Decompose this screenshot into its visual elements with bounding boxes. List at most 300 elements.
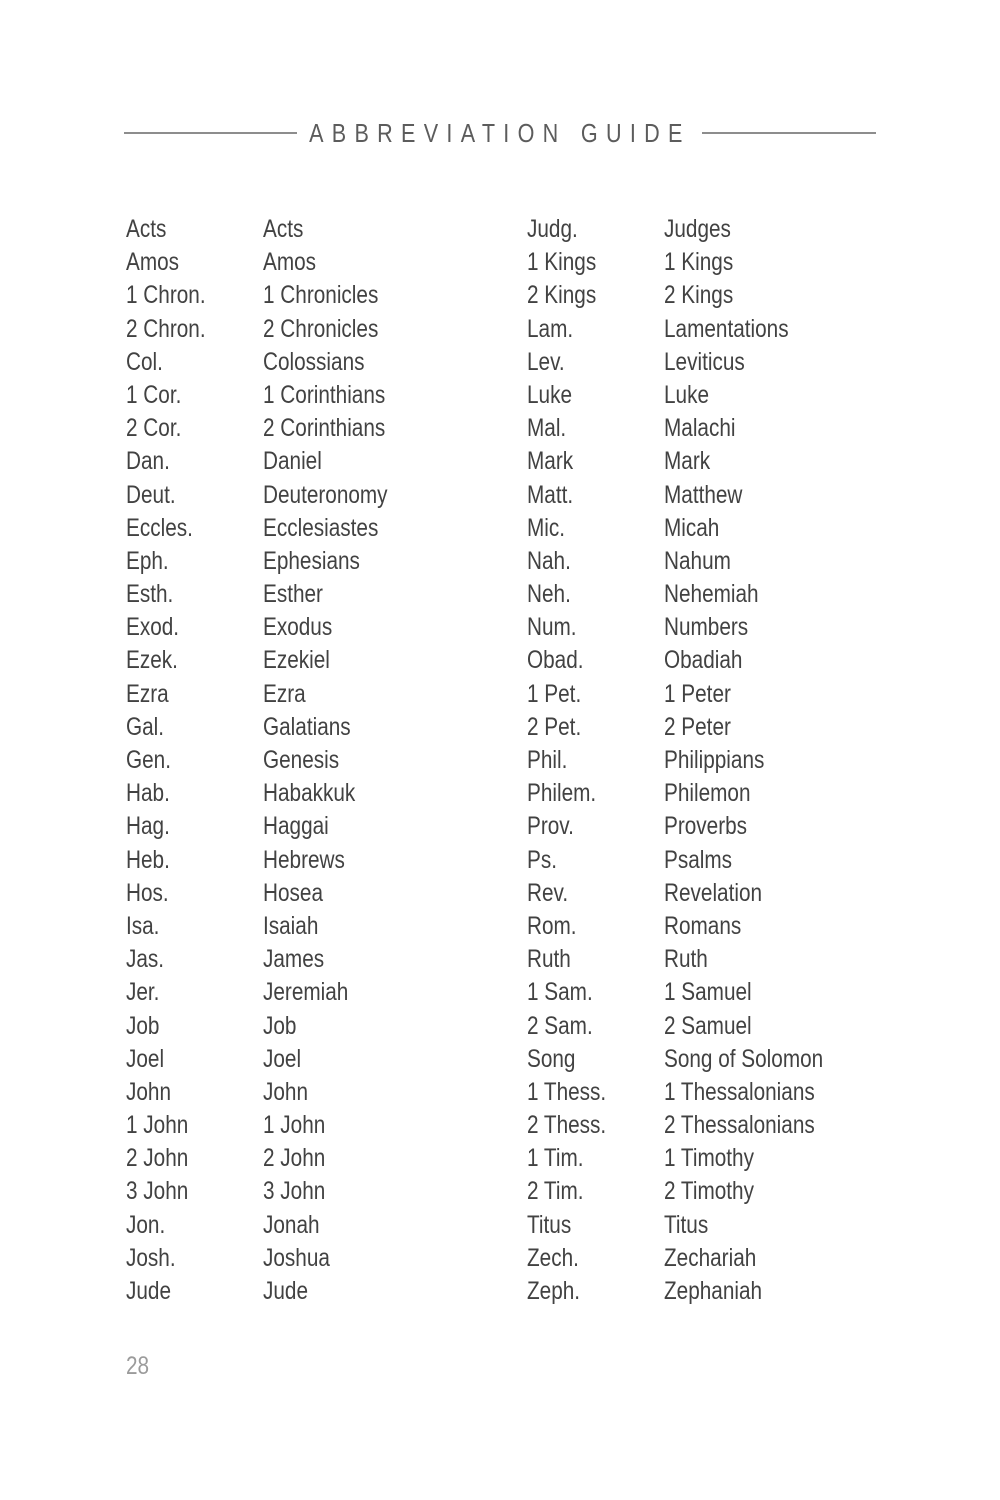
full-name-cell [263,777,526,810]
full-name-cell [664,412,927,445]
abbreviation-text: 1 Chron. [126,281,206,310]
full-name-text: Mark [664,447,711,476]
table-row [126,644,526,677]
abbreviation-text: Eph. [126,546,169,575]
abbreviation-text: 2 Chron. [126,314,206,343]
abbreviation-cell [527,844,664,877]
table-row [126,578,526,611]
table-row [527,346,927,379]
full-name-text: Habakkuk [263,779,356,808]
abbreviation-cell [126,644,263,677]
table-row [527,1275,927,1308]
abbreviation-cell [126,1242,263,1275]
abbreviation-cell [126,678,263,711]
full-name-text: 1 Chronicles [263,281,379,310]
full-name-text: Titus [664,1210,709,1239]
abbreviation-cell [527,578,664,611]
full-name-text: Ruth [664,945,708,974]
abbreviation-text: Gal. [126,712,165,741]
table-row [126,512,526,545]
abbreviation-cell [527,479,664,512]
table-row [527,611,927,644]
full-name-cell [664,1209,927,1242]
abbreviation-text: Mic. [527,513,566,542]
abbreviation-text: Nah. [527,546,571,575]
full-name-text: Luke [664,380,710,409]
abbreviation-cell [527,1010,664,1043]
abbreviation-cell [126,744,263,777]
full-name-cell [263,1142,526,1175]
full-name-cell [263,810,526,843]
abbreviation-text: Neh. [527,580,571,609]
abbreviation-cell [527,412,664,445]
abbreviation-cell [527,1076,664,1109]
abbreviation-cell [126,279,263,312]
abbreviation-cell [126,1175,263,1208]
title-box [308,117,691,149]
abbreviation-cell [527,910,664,943]
full-name-text: Amos [263,248,317,277]
full-name-cell [263,379,526,412]
full-name-cell [664,910,927,943]
abbreviation-cell [527,777,664,810]
table-row [527,379,927,412]
full-name-cell [664,943,927,976]
full-name-text: Malachi [664,414,736,443]
table-row [126,1043,526,1076]
full-name-cell [664,1142,927,1175]
abbreviation-text: John [126,1077,172,1106]
abbreviation-cell [126,711,263,744]
abbreviation-text: Judg. [527,215,578,243]
table-row [126,412,526,445]
abbreviation-text: Zech. [527,1243,579,1272]
full-name-cell [263,545,526,578]
table-row [527,976,927,1009]
full-name-cell [263,1010,526,1043]
abbreviation-cell [527,810,664,843]
abbreviation-text: Philem. [527,779,597,808]
abbreviation-text: Matt. [527,480,574,509]
full-name-cell [263,844,526,877]
abbreviation-text: Exod. [126,613,180,642]
abbreviation-text: Hos. [126,878,169,907]
abbreviation-text: Mark [527,447,574,476]
full-name-cell [664,976,927,1009]
full-name-cell [664,545,927,578]
full-name-cell [664,1043,927,1076]
abbreviation-cell [126,545,263,578]
table-row [527,1010,927,1043]
abbreviation-cell [126,910,263,943]
abbreviation-text: Amos [126,248,180,277]
abbreviation-cell [126,1076,263,1109]
full-name-cell [664,877,927,910]
table-row [126,943,526,976]
abbreviation-cell [126,346,263,379]
full-name-text: Nehemiah [664,580,759,609]
abbreviation-cell [527,545,664,578]
abbreviation-text: 2 Sam. [527,1011,593,1040]
abbreviation-cell [527,1242,664,1275]
abbreviation-cell [527,711,664,744]
abbreviation-cell [527,744,664,777]
abbreviation-text: 1 Tim. [527,1144,584,1173]
abbreviation-cell [126,445,263,478]
table-row [527,412,927,445]
full-name-cell [664,313,927,346]
abbreviation-cell [126,1142,263,1175]
abbreviation-cell [126,1109,263,1142]
full-name-text: Joshua [263,1243,330,1272]
full-name-text: Numbers [664,613,749,642]
table-row [126,279,526,312]
table-row [527,1043,927,1076]
abbreviation-text: Lev. [527,347,565,376]
abbreviation-table-left [126,213,526,1308]
full-name-cell [664,213,927,246]
full-name-text: John [263,1077,309,1106]
full-name-text: Zephaniah [664,1277,763,1305]
full-name-cell [263,711,526,744]
abbreviation-text: 2 Cor. [126,414,182,443]
table-row [527,1175,927,1208]
abbreviation-cell [126,578,263,611]
abbreviation-text: Lam. [527,314,574,343]
full-name-text: Ezra [263,679,306,708]
table-row [527,744,927,777]
table-row [527,313,927,346]
full-name-text: Jude [263,1277,309,1305]
abbreviation-cell [527,644,664,677]
full-name-cell [263,346,526,379]
table-row [527,1242,927,1275]
full-name-cell [263,213,526,246]
full-name-cell [263,246,526,279]
full-name-cell [263,412,526,445]
full-name-cell [263,1076,526,1109]
full-name-cell [263,279,526,312]
abbreviation-cell [527,1142,664,1175]
table-row [527,1209,927,1242]
full-name-cell [263,313,526,346]
page-number-text: 28 [126,1352,150,1380]
full-name-cell [664,1275,927,1308]
abbreviation-text: Ruth [527,945,571,974]
full-name-text: Philemon [664,779,751,808]
table-row [527,213,927,246]
table-row [126,1175,526,1208]
table-row [126,313,526,346]
table-row [527,910,927,943]
full-name-cell [664,1076,927,1109]
full-name-text: Philippians [664,746,765,774]
table-row [126,379,526,412]
table-row [527,578,927,611]
abbreviation-cell [126,1043,263,1076]
full-name-text: Haggai [263,812,329,841]
full-name-cell [664,512,927,545]
abbreviation-text: Ps. [527,845,557,874]
abbreviation-text: 2 Kings [527,281,597,310]
table-row [126,1109,526,1142]
full-name-cell [263,744,526,777]
table-row [527,246,927,279]
full-name-cell [664,279,927,312]
full-name-cell [664,379,927,412]
full-name-cell [263,611,526,644]
abbreviation-cell [126,512,263,545]
full-name-cell [664,1010,927,1043]
abbreviation-text: Obad. [527,646,584,675]
full-name-text: Revelation [664,878,763,907]
full-name-text: Exodus [263,613,333,642]
full-name-text: Jeremiah [263,978,349,1007]
abbreviation-text: Deut. [126,480,176,509]
table-row [126,976,526,1009]
abbreviation-text: 1 Thess. [527,1077,607,1106]
full-name-cell [664,777,927,810]
full-name-text: 2 Kings [664,281,734,310]
full-name-cell [263,512,526,545]
full-name-text: Lamentations [664,314,789,343]
table-row [126,1076,526,1109]
full-name-text: 1 Peter [664,679,731,708]
table-row [126,611,526,644]
full-name-cell [664,445,927,478]
abbreviation-cell [126,1275,263,1308]
table-row [527,1142,927,1175]
abbreviation-text: Prov. [527,812,574,841]
abbreviation-cell [527,1175,664,1208]
full-name-text: 1 Corinthians [263,380,386,409]
table-row [126,1142,526,1175]
abbreviation-cell [527,445,664,478]
abbreviation-text: Dan. [126,447,170,476]
full-name-cell [263,479,526,512]
table-row [527,810,927,843]
abbreviation-cell [527,379,664,412]
abbreviation-text: Esth. [126,580,174,609]
abbreviation-text: Acts [126,215,167,243]
abbreviation-text: Rom. [527,911,577,940]
abbreviation-text: 2 Pet. [527,712,582,741]
full-name-text: James [263,945,325,974]
abbreviation-cell [527,1209,664,1242]
title-rule-left [124,132,297,134]
abbreviation-cell [527,1109,664,1142]
abbreviation-cell [126,611,263,644]
abbreviation-cell [126,877,263,910]
table-row [126,246,526,279]
full-name-text: Ephesians [263,546,360,575]
full-name-text: 2 Samuel [664,1011,752,1040]
table-row [527,545,927,578]
full-name-cell [664,611,927,644]
abbreviation-cell [527,279,664,312]
abbreviation-text: Gen. [126,746,171,774]
abbreviation-cell [527,976,664,1009]
abbreviation-cell [527,877,664,910]
abbreviation-text: Ezra [126,679,169,708]
abbreviation-text: 2 Tim. [527,1177,584,1206]
full-name-text: Acts [263,215,304,243]
full-name-cell [664,479,927,512]
table-row [527,943,927,976]
abbreviation-cell [126,976,263,1009]
abbreviation-text: Jas. [126,945,165,974]
full-name-cell [263,943,526,976]
abbreviation-text: Mal. [527,414,567,443]
full-name-cell [664,711,927,744]
abbreviation-cell [126,379,263,412]
abbreviation-cell [527,313,664,346]
full-name-text: Deuteronomy [263,480,388,509]
full-name-text: 2 Timothy [664,1177,754,1206]
full-name-cell [664,346,927,379]
full-name-cell [263,1043,526,1076]
abbreviation-text: Josh. [126,1243,176,1272]
abbreviation-text: Luke [527,380,573,409]
table-row [527,512,927,545]
abbreviation-cell [527,346,664,379]
abbreviation-text: 2 John [126,1144,189,1173]
table-row [527,279,927,312]
table-row [527,844,927,877]
abbreviation-text: 3 John [126,1177,189,1206]
table-row [527,1109,927,1142]
full-name-text: 1 John [263,1111,326,1140]
abbreviation-text: Isa. [126,911,160,940]
full-name-cell [263,1209,526,1242]
abbreviation-cell [126,777,263,810]
full-name-text: Judges [664,215,731,243]
full-name-text: Job [263,1011,297,1040]
full-name-text: 1 Kings [664,248,734,277]
abbreviation-text: 1 Cor. [126,380,182,409]
page-header [0,116,1000,150]
abbreviation-cell [527,246,664,279]
title-rule-right [702,132,876,134]
page-title: ABBREVIATION GUIDE [308,117,691,148]
full-name-text: 2 Corinthians [263,414,386,443]
table-row [126,810,526,843]
full-name-text: Galatians [263,712,351,741]
full-name-cell [664,810,927,843]
table-row [126,213,526,246]
abbreviation-text: 1 Kings [527,248,597,277]
full-name-cell [664,644,927,677]
full-name-text: Psalms [664,845,733,874]
table-row [126,1010,526,1043]
full-name-text: Genesis [263,746,340,774]
abbreviation-text: 1 John [126,1111,189,1140]
abbreviation-cell [126,213,263,246]
abbreviation-text: Zeph. [527,1277,581,1305]
full-name-cell [263,877,526,910]
full-name-text: Zechariah [664,1243,757,1272]
full-name-text: Obadiah [664,646,743,675]
full-name-text: 1 Samuel [664,978,752,1007]
abbreviation-cell [527,213,664,246]
abbreviation-text: Hab. [126,779,170,808]
table-row [527,678,927,711]
full-name-cell [664,844,927,877]
abbreviation-text: Ezek. [126,646,178,675]
table-row [126,445,526,478]
table-row [126,479,526,512]
full-name-text: 2 John [263,1144,326,1173]
abbreviation-text: Heb. [126,845,170,874]
full-name-cell [664,1242,927,1275]
abbreviation-text: 1 Pet. [527,679,582,708]
abbreviation-text: Song [527,1044,576,1073]
abbreviation-text: Col. [126,347,163,376]
full-name-cell [263,678,526,711]
table-row [527,644,927,677]
full-name-cell [263,1242,526,1275]
full-name-cell [263,1175,526,1208]
abbreviation-text: Jer. [126,978,160,1007]
full-name-text: Nahum [664,546,731,575]
full-name-text: Matthew [664,480,743,509]
abbreviation-cell [126,412,263,445]
full-name-cell [263,644,526,677]
table-row [527,1076,927,1109]
full-name-cell [263,578,526,611]
abbreviation-cell [126,810,263,843]
abbreviation-text: 2 Thess. [527,1111,607,1140]
page-number [126,1350,154,1383]
table-row [527,877,927,910]
table-row [126,844,526,877]
abbreviation-cell [126,1010,263,1043]
table-row [527,711,927,744]
abbreviation-text: Rev. [527,878,569,907]
full-name-text: Hebrews [263,845,345,874]
full-name-text: 1 Timothy [664,1144,754,1173]
abbreviation-text: Titus [527,1210,572,1239]
abbreviation-cell [527,611,664,644]
abbreviation-cell [126,313,263,346]
full-name-cell [664,578,927,611]
full-name-cell [664,246,927,279]
abbreviation-text: Joel [126,1044,165,1073]
full-name-cell [263,1109,526,1142]
abbreviation-cell [126,844,263,877]
full-name-cell [263,1275,526,1308]
full-name-text: Romans [664,911,742,940]
full-name-text: 2 Thessalonians [664,1111,815,1140]
full-name-cell [664,744,927,777]
full-name-text: Proverbs [664,812,748,841]
abbreviation-cell [527,678,664,711]
table-row [126,744,526,777]
full-name-text: Hosea [263,878,323,907]
full-name-cell [664,1109,927,1142]
full-name-cell [263,976,526,1009]
full-name-cell [664,1175,927,1208]
abbreviation-cell [527,1043,664,1076]
abbreviation-text: Num. [527,613,577,642]
full-name-cell [664,678,927,711]
full-name-text: Song of Solomon [664,1044,824,1073]
table-row [126,910,526,943]
full-name-text: Esther [263,580,323,609]
abbreviation-cell [126,943,263,976]
table-row [126,877,526,910]
abbreviation-table-right [527,213,927,1308]
